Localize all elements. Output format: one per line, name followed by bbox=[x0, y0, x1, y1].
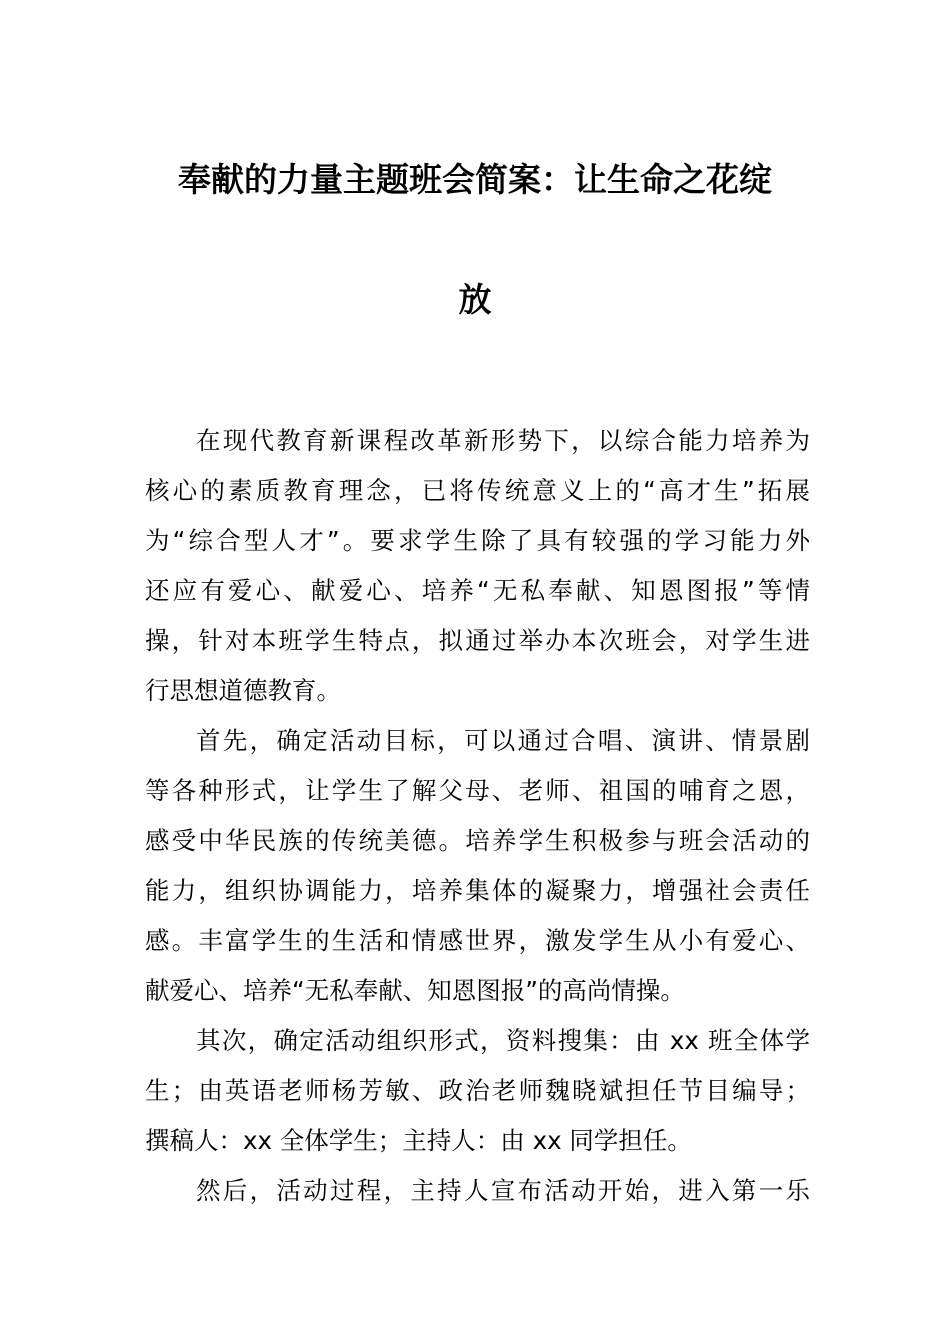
paragraph-4 bbox=[145, 1166, 810, 1216]
paragraph-line: 撰稿人：xx 全体学生；主持人：由 xx 同学担任。 bbox=[145, 1126, 692, 1155]
paragraph-line: 还应有爱心、献爱心、培养“无私奉献、知恩图报”等情 bbox=[145, 576, 810, 605]
paragraph-line: 操，针对本班学生特点，拟通过举办本次班会，对学生进 bbox=[145, 626, 810, 655]
document-title-line-2: 放 bbox=[458, 280, 492, 319]
paragraph-line: 生；由英语老师杨芳敏、政治老师魏晓斌担任节目编导； bbox=[145, 1076, 810, 1105]
paragraph-line: 首先，确定活动目标，可以通过合唱、演讲、情景剧 bbox=[196, 726, 810, 755]
paragraph-line: 为“综合型人才”。要求学生除了具有较强的学习能力外 bbox=[145, 526, 810, 555]
paragraph-line: 献爱心、培养“无私奉献、知恩图报”的高尚情操。 bbox=[145, 976, 685, 1005]
document-body bbox=[145, 416, 810, 1216]
paragraph-2 bbox=[145, 716, 810, 1016]
paragraph-line: 核心的素质教育理念，已将传统意义上的“高才生”拓展 bbox=[145, 476, 810, 505]
paragraph-3 bbox=[145, 1016, 810, 1166]
paragraph-line: 行思想道德教育。 bbox=[145, 676, 341, 705]
paragraph-line: 等各种形式，让学生了解父母、老师、祖国的哺育之恩， bbox=[145, 776, 810, 805]
paragraph-line: 然后，活动过程，主持人宣布活动开始，进入第一乐 bbox=[196, 1176, 810, 1205]
paragraph-line: 在现代教育新课程改革新形势下，以综合能力培养为 bbox=[196, 426, 810, 455]
paragraph-line: 感受中华民族的传统美德。培养学生积极参与班会活动的 bbox=[145, 826, 810, 855]
paragraph-line: 感。丰富学生的生活和情感世界，激发学生从小有爱心、 bbox=[145, 926, 810, 955]
paragraph-line: 能力，组织协调能力，培养集体的凝聚力，增强社会责任 bbox=[145, 876, 810, 905]
paragraph-1 bbox=[145, 416, 810, 716]
document-title-line-1: 奉献的力量主题班会简案：让生命之花绽 bbox=[178, 160, 772, 199]
paragraph-line: 其次，确定活动组织形式，资料搜集：由 xx 班全体学 bbox=[196, 1026, 810, 1055]
